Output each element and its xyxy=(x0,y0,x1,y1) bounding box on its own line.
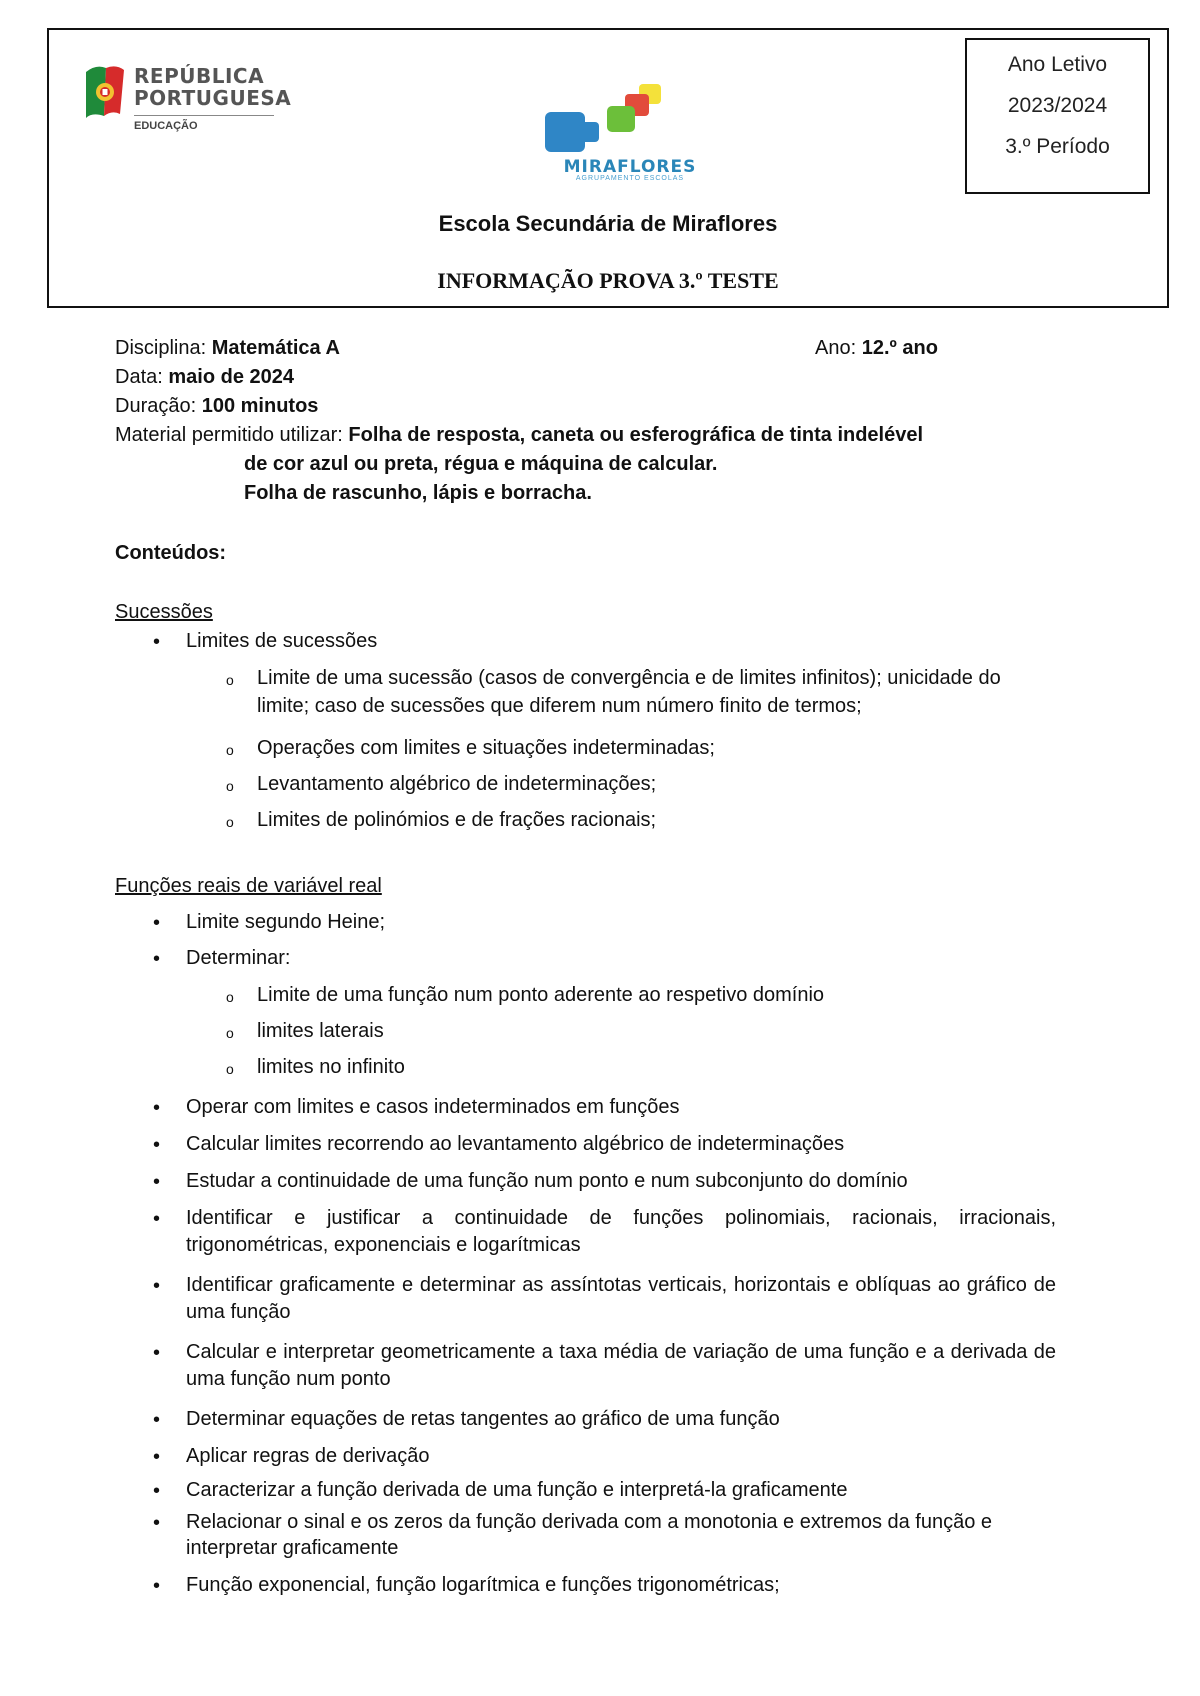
sub-bullet-marker: o xyxy=(226,1061,234,1077)
bullet-marker: • xyxy=(153,1134,161,1156)
sub-list-item: Limite de uma função num ponto aderente ao respetivo domínio xyxy=(257,984,825,1006)
ano-label: Ano: xyxy=(815,337,857,359)
sub-list-item: Limite de uma sucessão (casos de convergência e de limites infinitos); unicidade do limite; caso de sucessões que diferem num número finito de termos; xyxy=(257,667,1001,717)
meta-duracao xyxy=(115,395,318,418)
list-item: Determinar equações de retas tangentes ao gráfico de uma função xyxy=(186,1408,780,1430)
list-item: Operar com limites e casos indeterminados em funções xyxy=(186,1096,680,1118)
bullet-marker: • xyxy=(153,1409,161,1431)
republica-line2: PORTUGUESA xyxy=(134,86,292,110)
year-box-line-1: Ano Letivo xyxy=(1007,53,1108,76)
ano-value: 12.º ano xyxy=(861,337,938,359)
material-label: Material permitido utilizar: xyxy=(115,424,343,446)
miraflores-subtext: AGRUPAMENTO ESCOLAS xyxy=(575,175,685,182)
bullet-marker: • xyxy=(153,1097,161,1119)
republica-line3: EDUCAÇÃO xyxy=(134,120,198,132)
list-item: Identificar graficamente e determinar as assíntotas verticais, horizontais e oblíquas ao gráfico de uma função xyxy=(186,1274,1056,1323)
sub-list-item: Levantamento algébrico de indeterminações; xyxy=(257,773,657,795)
material-value-3: Folha de rascunho, lápis e borracha. xyxy=(244,482,592,504)
list-item: Estudar a continuidade de uma função num ponto e num subconjunto do domínio xyxy=(186,1170,908,1192)
document-title: INFORMAÇÃO PROVA 3.º TESTE xyxy=(437,268,779,293)
list-item: Função exponencial, função logarítmica e funções trigonométricas; xyxy=(186,1574,780,1596)
data-value: maio de 2024 xyxy=(168,366,294,388)
bullet-marker: • xyxy=(153,1275,161,1297)
list-item: Aplicar regras de derivação xyxy=(186,1445,430,1467)
meta-material-line3 xyxy=(244,482,592,505)
bullet-marker: • xyxy=(153,1512,161,1534)
logo-divider xyxy=(134,115,274,116)
meta-data xyxy=(115,366,294,389)
list-item: Determinar: xyxy=(186,947,291,969)
meta-material xyxy=(115,424,923,447)
school-name: Escola Secundária de Miraflores xyxy=(438,211,778,236)
bullet-marker: • xyxy=(153,1171,161,1193)
bullet-marker: • xyxy=(153,1480,161,1502)
material-value-1: Folha de resposta, caneta ou esferográfica de tinta indelével xyxy=(348,424,924,446)
miraflores-squares-icon xyxy=(545,84,715,156)
sub-list-item: limites laterais xyxy=(257,1020,384,1042)
year-box-line-2: 2023/2024 xyxy=(1007,94,1108,117)
sub-bullet-marker: o xyxy=(226,742,234,758)
list-item: Limite segundo Heine; xyxy=(186,911,386,933)
material-value-2: de cor azul ou preta, régua e máquina de calcular. xyxy=(244,453,718,475)
republica-portuguesa-logo xyxy=(82,60,292,138)
bullet-marker: • xyxy=(153,1446,161,1468)
bullet-marker: • xyxy=(153,948,161,970)
list-item: Limites de sucessões xyxy=(186,630,378,652)
list-item: Relacionar o sinal e os zeros da função derivada com a monotonia e extremos da função e interpretar graficamente xyxy=(186,1511,993,1559)
meta-ano xyxy=(815,337,938,360)
section-title-funcoes: Funções reais de variável real xyxy=(115,875,382,897)
sub-bullet-marker: o xyxy=(226,989,234,1005)
bullet-marker: • xyxy=(153,1208,161,1230)
list-item: Caracterizar a função derivada de uma função e interpretá-la graficamente xyxy=(186,1479,848,1501)
year-box-line-3: 3.º Período xyxy=(1005,135,1110,158)
bullet-marker: • xyxy=(153,631,161,653)
republica-line1: REPÚBLICA xyxy=(134,64,265,88)
miraflores-logo xyxy=(545,84,715,180)
sub-bullet-marker: o xyxy=(226,814,234,830)
conteudos-heading: Conteúdos: xyxy=(115,542,227,564)
miraflores-wordmark: MIRAFLORES xyxy=(563,157,697,177)
duracao-value: 100 minutos xyxy=(201,395,319,417)
portugal-flag-icon xyxy=(82,62,126,122)
school-year-box xyxy=(965,38,1150,194)
list-item: Calcular e interpretar geometricamente a taxa média de variação de uma função e a derivada de uma função num ponto xyxy=(186,1341,1056,1390)
sub-bullet-marker: o xyxy=(226,778,234,794)
disciplina-value: Matemática A xyxy=(211,337,340,359)
list-item: Identificar e justificar a continuidade de funções polinomiais, racionais, irracionais, trigonométricas, exponenciais e logarítmicas xyxy=(186,1207,1056,1256)
bullet-marker: • xyxy=(153,912,161,934)
section-title-sucessoes: Sucessões xyxy=(115,601,213,623)
bullet-marker: • xyxy=(153,1342,161,1364)
sub-bullet-marker: o xyxy=(226,1025,234,1041)
list-item: Calcular limites recorrendo ao levantamento algébrico de indeterminações xyxy=(186,1133,845,1155)
sub-list-item: Operações com limites e situações indeterminadas; xyxy=(257,737,715,759)
sub-list-item: limites no infinito xyxy=(257,1056,405,1078)
meta-material-line2 xyxy=(244,453,718,476)
bullet-marker: • xyxy=(153,1575,161,1597)
sub-list-item: Limites de polinómios e de frações racionais; xyxy=(257,809,657,831)
meta-disciplina xyxy=(115,337,340,360)
duracao-label: Duração: xyxy=(115,395,197,417)
sub-bullet-marker: o xyxy=(226,672,234,688)
disciplina-label: Disciplina: xyxy=(115,337,207,359)
data-label: Data: xyxy=(115,366,163,388)
